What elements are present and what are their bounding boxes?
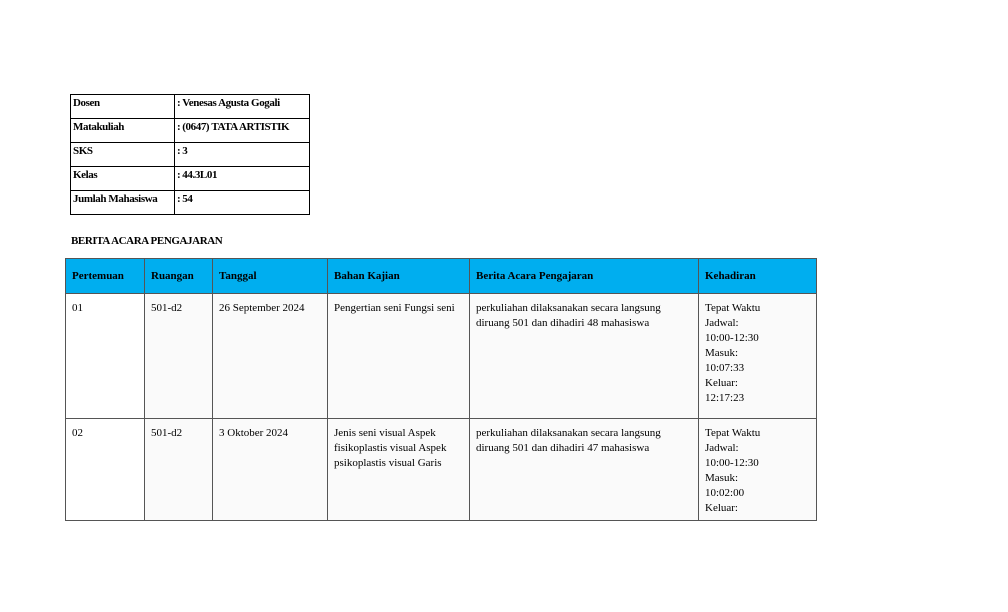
info-value-cell (175, 167, 310, 191)
kehadiran-jadwal-label: Jadwal: (705, 442, 739, 454)
info-value: (0647) TATA ARTISTIK (182, 121, 290, 133)
info-label: Dosen (71, 95, 175, 119)
kehadiran-keluar-label: Keluar: (705, 502, 738, 514)
cell-tanggal: 26 September 2024 (213, 294, 328, 419)
cell-ruangan: 501-d2 (145, 419, 213, 521)
cell-pertemuan: 02 (66, 419, 145, 521)
cell-berita-acara: perkuliahan dilaksanakan secara langsung diruang 501 dan dihadiri 47 mahasiswa (470, 419, 699, 521)
info-value-cell (175, 95, 310, 119)
kehadiran-masuk-label: Masuk: (705, 347, 738, 359)
info-row-kelas (71, 167, 310, 191)
colon: : (177, 145, 181, 157)
info-value-cell (175, 119, 310, 143)
table-header-row (66, 259, 817, 294)
colon: : (177, 193, 181, 205)
kehadiran-jadwal-label: Jadwal: (705, 317, 739, 329)
kehadiran-status: Tepat Waktu (705, 302, 761, 314)
cell-bahan-kajian: Pengertian seni Fungsi seni (328, 294, 470, 419)
info-value: Venesas Agusta Gogali (182, 97, 280, 109)
kehadiran-keluar-label: Keluar: (705, 377, 738, 389)
header-ruangan: Ruangan (145, 259, 213, 294)
header-bahan-kajian: Bahan Kajian (328, 259, 470, 294)
cell-pertemuan: 01 (66, 294, 145, 419)
kehadiran-jadwal: 10:00-12:30 (705, 457, 759, 469)
header-berita-acara: Berita Acara Pengajaran (470, 259, 699, 294)
kehadiran-masuk-label: Masuk: (705, 472, 738, 484)
kehadiran-masuk: 10:02:00 (705, 487, 745, 499)
info-value: 3 (182, 145, 188, 157)
kehadiran-jadwal: 10:00-12:30 (705, 332, 759, 344)
kehadiran-keluar: 12:17:23 (705, 392, 745, 404)
info-value: 44.3L01 (182, 169, 218, 181)
cell-ruangan: 501-d2 (145, 294, 213, 419)
info-row-sks (71, 143, 310, 167)
colon: : (177, 169, 181, 181)
header-tanggal: Tanggal (213, 259, 328, 294)
info-label: Kelas (71, 167, 175, 191)
table-row (66, 419, 817, 521)
info-value-cell (175, 191, 310, 215)
cell-tanggal: 3 Oktober 2024 (213, 419, 328, 521)
colon: : (177, 121, 181, 133)
info-row-dosen (71, 95, 310, 119)
table-row (66, 294, 817, 419)
info-value-cell (175, 143, 310, 167)
colon: : (177, 97, 181, 109)
cell-kehadiran (699, 419, 817, 521)
cell-kehadiran (699, 294, 817, 419)
course-info-table (70, 94, 310, 215)
info-label: SKS (71, 143, 175, 167)
section-title: BERITA ACARA PENGAJARAN (71, 235, 223, 247)
kehadiran-status: Tepat Waktu (705, 427, 761, 439)
info-label: Matakuliah (71, 119, 175, 143)
info-row-matakuliah (71, 119, 310, 143)
cell-bahan-kajian: Jenis seni visual Aspek fisikoplastis visual Aspek psikoplastis visual Garis (328, 419, 470, 521)
info-value: 54 (182, 193, 193, 205)
info-label: Jumlah Mahasiswa (71, 191, 175, 215)
cell-berita-acara: perkuliahan dilaksanakan secara langsung diruang 501 dan dihadiri 48 mahasiswa (470, 294, 699, 419)
header-kehadiran: Kehadiran (699, 259, 817, 294)
header-pertemuan: Pertemuan (66, 259, 145, 294)
berita-acara-table (65, 258, 817, 521)
info-row-jumlah-mahasiswa (71, 191, 310, 215)
kehadiran-masuk: 10:07:33 (705, 362, 745, 374)
